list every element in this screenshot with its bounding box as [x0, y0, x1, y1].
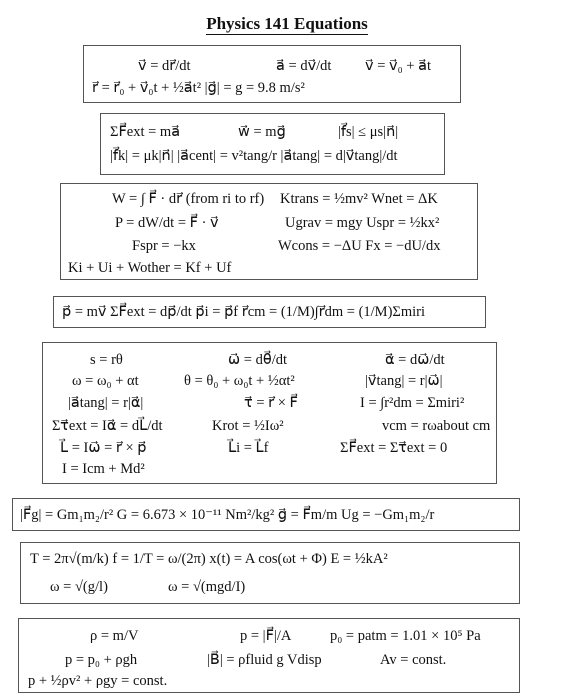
physical-pendulum: ω = √(mgd/I) [168, 579, 246, 595]
angular-momentum-conservation: L⃗i = L⃗f [228, 440, 269, 456]
hydrostatic-pressure: p = p₀ + ρgh [65, 652, 138, 668]
kinetic-friction-and-acceleration: |f⃗k| = μk|n⃗| |a⃗cent| = v²tang/r |a⃗tang| = d|v⃗tang|/dt [110, 148, 398, 164]
potential-energy: Ugrav = mgy Uspr = ½kx² [285, 215, 440, 231]
pressure-definition: p = |F⃗|/A [240, 628, 292, 644]
rotational-second-law: Στ⃗ext = Iα⃗ = dL⃗/dt [52, 418, 163, 434]
arc-length: s = rθ [90, 352, 123, 368]
density-definition: ρ = m/V [90, 628, 139, 644]
constant-acceleration-velocity: v⃗ = v⃗₀ + a⃗t [365, 58, 431, 74]
tangential-acceleration: |a⃗tang| = r|α⃗| [68, 395, 144, 411]
velocity-definition: v⃗ = dr⃗/dt [138, 58, 191, 74]
page-title: Physics 141 Equations [206, 14, 368, 33]
spring-force: Fspr = −kx [132, 238, 196, 254]
gravitation-equations: |F⃗g| = Gm₁m₂/r² G = 6.673 × 10⁻¹¹ Nm²/kg² g⃗ = F⃗m/m Ug = −Gm₁m₂/r [20, 507, 435, 523]
moment-of-inertia: I = ∫r²dm = Σmiri² [360, 395, 465, 411]
energy-conservation: Ki + Ui + Wother = Kf + Uf [68, 260, 232, 276]
angular-velocity-definition: ω⃗ = dθ⃗/dt [228, 352, 287, 368]
angular-momentum: L⃗ = Iω⃗ = r⃗ × p⃗ [60, 440, 147, 456]
shm-equations: T = 2π√(m/k) f = 1/T = ω/(2π) x(t) = A cos(ωt + Φ) E = ½kA² [30, 551, 388, 567]
acceleration-definition: a⃗ = dv⃗/dt [276, 58, 332, 74]
buoyant-force: |B⃗| = ρfluid g Vdisp [207, 652, 322, 668]
static-equilibrium: ΣF⃗ext = Στ⃗ext = 0 [340, 440, 448, 456]
forces-box [100, 113, 445, 175]
rolling-velocity: vcm = rωabout cm [382, 418, 491, 434]
rotational-kinetic-energy: Krot = ½Iω² [212, 418, 284, 434]
conservative-work: Wcons = −ΔU Fx = −dU/dx [278, 238, 441, 254]
angular-position-equation: θ = θ₀ + ω₀t + ½αt² [184, 373, 295, 389]
parallel-axis-theorem: I = Icm + Md² [62, 461, 145, 477]
angular-acceleration-definition: α⃗ = dω⃗/dt [385, 352, 445, 368]
work-integral: W = ∫ F⃗ · dr⃗ (from ri to rf) [112, 191, 265, 207]
power-equation: P = dW/dt = F⃗ · v⃗ [115, 215, 219, 231]
simple-pendulum: ω = √(g/l) [50, 579, 108, 595]
atmospheric-pressure: p₀ = patm = 1.01 × 10⁵ Pa [330, 628, 481, 644]
kinetic-energy: Ktrans = ½mv² Wnet = ΔK [280, 191, 438, 207]
weight-equation: w⃗ = mg⃗ [238, 124, 286, 140]
static-friction: |f⃗s| ≤ μs|n⃗| [338, 124, 399, 140]
newtons-second-law: ΣF⃗ext = ma⃗ [110, 124, 181, 140]
momentum-equations: p⃗ = mv⃗ ΣF⃗ext = dp⃗/dt p⃗i = p⃗f r⃗cm = (1/M)∫r⃗dm = (1/M)Σmiri [62, 304, 425, 320]
position-equation: r⃗ = r⃗₀ + v⃗₀t + ½a⃗t² |g⃗| = g = 9.8 m/s² [92, 80, 305, 96]
bernoulli-equation: p + ½ρv² + ρgy = const. [28, 673, 168, 689]
torque-definition: τ⃗ = r⃗ × F⃗ [244, 395, 298, 411]
angular-velocity-equation: ω = ω₀ + αt [72, 373, 139, 389]
continuity-equation: Av = const. [380, 652, 447, 668]
tangential-velocity: |v⃗tang| = r|ω⃗| [365, 373, 443, 389]
